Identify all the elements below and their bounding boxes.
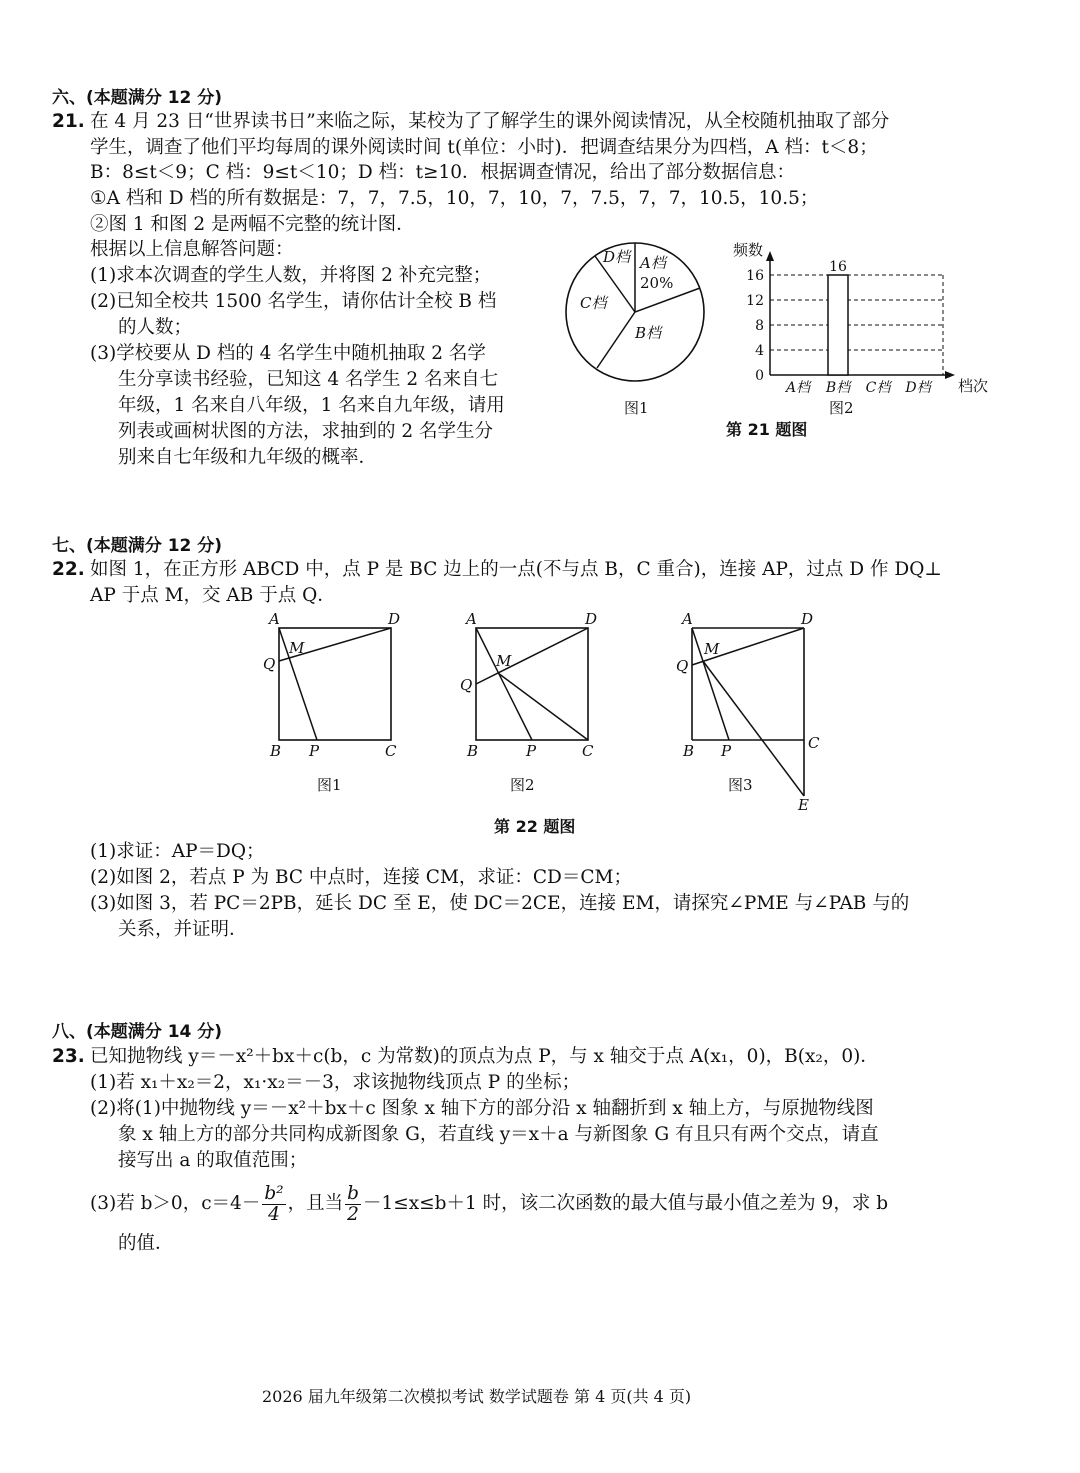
geometry-figure-2 [452, 608, 612, 803]
ytick-label-12: 12 [746, 293, 764, 309]
ytick-label-0: 0 [755, 368, 764, 384]
q22-part-3: (3)如图 3，若 PC＝2PB，延长 DC 至 E，使 DC＝2CE，连接 EM，请探究∠PME 与∠PAB 与的 [90, 893, 910, 914]
bar-ylabel: 频数 [733, 241, 764, 259]
geometry-figure-1 [255, 608, 415, 803]
figure-2-caption: 图2 [510, 776, 535, 794]
segment-dq [476, 628, 588, 684]
y-axis-arrow [766, 251, 774, 261]
figure-1-caption: 图1 [317, 776, 342, 794]
pie-label-b: B档 [635, 324, 662, 342]
q21-line-4: ①A 档和 D 档的所有数据是：7，7，7.5，10，7，10，7，7.5，7，7，10.5，10.5； [90, 188, 819, 209]
segment-em [703, 661, 804, 796]
q23-part-3 [90, 1180, 888, 1228]
label-c: C [808, 734, 820, 752]
label-b: B [270, 742, 282, 760]
segment-cm [498, 673, 588, 740]
q21-part-2-cont: 的人数； [118, 317, 193, 338]
segment-ap [476, 628, 532, 740]
q22-line-2: AP 于点 M，交 AB 于点 Q． [90, 585, 336, 606]
label-p: P [526, 742, 537, 760]
label-a: A [269, 610, 280, 628]
label-b: B [683, 742, 695, 760]
xtick-label-1: B档 [825, 380, 851, 396]
geometry-figure-3 [668, 608, 838, 814]
section-6-header: 六、(本题满分 12 分) [52, 88, 223, 108]
q21-line-5: ②图 1 和图 2 是两幅不完整的统计图． [90, 214, 415, 235]
q22-number: 22. [52, 559, 85, 580]
pie-chart [560, 240, 720, 430]
xtick-label-3: D档 [905, 380, 931, 396]
fraction-numerator: b² [264, 1182, 284, 1204]
q23-part-2-line-3: 接写出 a 的取值范围； [118, 1150, 308, 1171]
label-a: A [466, 610, 477, 628]
q23-part-3-post: －1≤x≤b＋1 时，该二次函数的最大值与最小值之差为 9，求 b [362, 1193, 889, 1214]
section-8-header: 八、(本题满分 14 分) [52, 1022, 223, 1042]
ytick-label-4: 4 [755, 343, 764, 359]
pie-divider-bc [597, 312, 635, 368]
label-d: D [585, 610, 598, 628]
q21-figure-title: 第 21 题图 [726, 420, 808, 439]
label-m: M [704, 640, 720, 658]
label-q: Q [676, 657, 689, 675]
q21-part-2: (2)已知全校共 1500 名学生，请你估计全校 B 档 [90, 291, 497, 312]
bar-chart [725, 235, 1005, 415]
label-b: B [467, 742, 479, 760]
section-7-header: 七、(本题满分 12 分) [52, 536, 223, 556]
figure-3-caption: 图3 [728, 776, 753, 794]
fraction-denominator: 4 [268, 1203, 280, 1225]
q22-part-1: (1)求证：AP＝DQ； [90, 841, 265, 862]
q23-part-1: (1)若 x₁＋x₂＝2，x₁·x₂＝－3，求该抛物线顶点 P 的坐标； [90, 1072, 581, 1093]
bar-xlabel: 档次 [958, 377, 989, 395]
bar-data-label-1: 16 [829, 259, 847, 275]
q23-part-3-mid: ，且当 [287, 1193, 344, 1214]
q21-number: 21. [52, 111, 85, 132]
q22-part-2: (2)如图 2，若点 P 为 BC 中点时，连接 CM，求证：CD＝CM； [90, 867, 632, 888]
square-abcd [476, 628, 588, 740]
q21-line-1: 在 4 月 23 日“世界读书日”来临之际，某校为了了解学生的课外阅读情况，从全校随机抽取了部分 [90, 111, 890, 132]
label-q: Q [263, 655, 276, 673]
label-d: D [388, 610, 401, 628]
label-d: D [801, 610, 814, 628]
xtick-label-2: C档 [865, 380, 891, 396]
ytick-label-8: 8 [755, 318, 764, 334]
label-m: M [496, 652, 512, 670]
q22-figure-title: 第 22 题图 [494, 817, 576, 836]
q23-line-1: 已知抛物线 y＝－x²＋bx＋c(b，c 为常数)的顶点为点 P，与 x 轴交于点 A(x₁，0)，B(x₂，0)． [90, 1046, 879, 1067]
fraction-denominator: 2 [347, 1203, 359, 1225]
bar-caption: 图2 [829, 399, 854, 417]
q21-line-2: 学生，调查了他们平均每周的课外阅读时间 t(单位：小时)．把调查结果分为四档，A 档：t＜8； [90, 137, 878, 158]
label-p: P [721, 742, 732, 760]
q21-part-3-line-2: 生分享读书经验，已知这 4 名学生 2 名来自七 [118, 369, 499, 390]
q22-line-1: 如图 1，在正方形 ABCD 中，点 P 是 BC 边上的一点(不与点 B，C 重合)，连接 AP，过点 D 作 DQ⊥ [90, 559, 942, 580]
label-c: C [385, 742, 397, 760]
q21-part-1: (1)求本次调查的学生人数，并将图 2 补充完整； [90, 265, 492, 286]
label-p: P [309, 742, 320, 760]
x-axis-arrow [945, 371, 955, 379]
q21-part-3-line-5: 别来自七年级和九年级的概率． [118, 447, 378, 468]
bar-1 [828, 275, 848, 375]
q21-line-6: 根据以上信息解答问题： [90, 239, 294, 260]
xtick-label-0: A档 [785, 380, 811, 396]
pie-label-c: C档 [580, 294, 607, 312]
q23-number: 23. [52, 1046, 85, 1067]
q21-part-3-line-4: 列表或画树状图的方法，求抽到的 2 名学生分 [118, 421, 494, 442]
fraction-b-over-2 [345, 1184, 361, 1225]
q22-part-3-cont: 关系，并证明． [118, 919, 248, 940]
q21-line-3: B：8≤t＜9；C 档：9≤t＜10；D 档：t≥10．根据调查情况，给出了部分数据信息： [90, 162, 796, 183]
q21-part-3: (3)学校要从 D 档的 4 名学生中随机抽取 2 名学 [90, 343, 486, 364]
q21-part-3-line-3: 年级，1 名来自八年级，1 名来自九年级，请用 [118, 395, 505, 416]
q23-part-2: (2)将(1)中抛物线 y＝－x²＋bx＋c 图象 x 轴下方的部分沿 x 轴翻折到 x 轴上方，与原抛物线图 [90, 1098, 874, 1119]
page-footer: 2026 届九年级第二次模拟考试 数学试题卷 第 4 页(共 4 页) [262, 1387, 692, 1406]
fraction-numerator: b [347, 1182, 359, 1204]
label-m: M [289, 639, 305, 657]
q23-part-3-last: 的值． [118, 1233, 174, 1254]
q23-part-2-line-2: 象 x 轴上方的部分共同构成新图象 G，若直线 y＝x＋a 与新图象 G 有且只有两个交点，请直 [118, 1124, 879, 1145]
q23-part-3-pre: (3)若 b＞0，c＝4－ [90, 1193, 261, 1214]
pie-label-a: A档 [640, 254, 666, 272]
fraction-b-squared-over-4 [262, 1184, 285, 1225]
label-a: A [682, 610, 693, 628]
pie-caption: 图1 [624, 399, 649, 417]
label-q: Q [460, 676, 473, 694]
ytick-label-16: 16 [746, 268, 764, 284]
pie-label-d: D档 [603, 248, 631, 266]
pie-label-a-percent: 20% [640, 274, 674, 292]
label-e: E [798, 796, 809, 814]
label-c: C [582, 742, 594, 760]
